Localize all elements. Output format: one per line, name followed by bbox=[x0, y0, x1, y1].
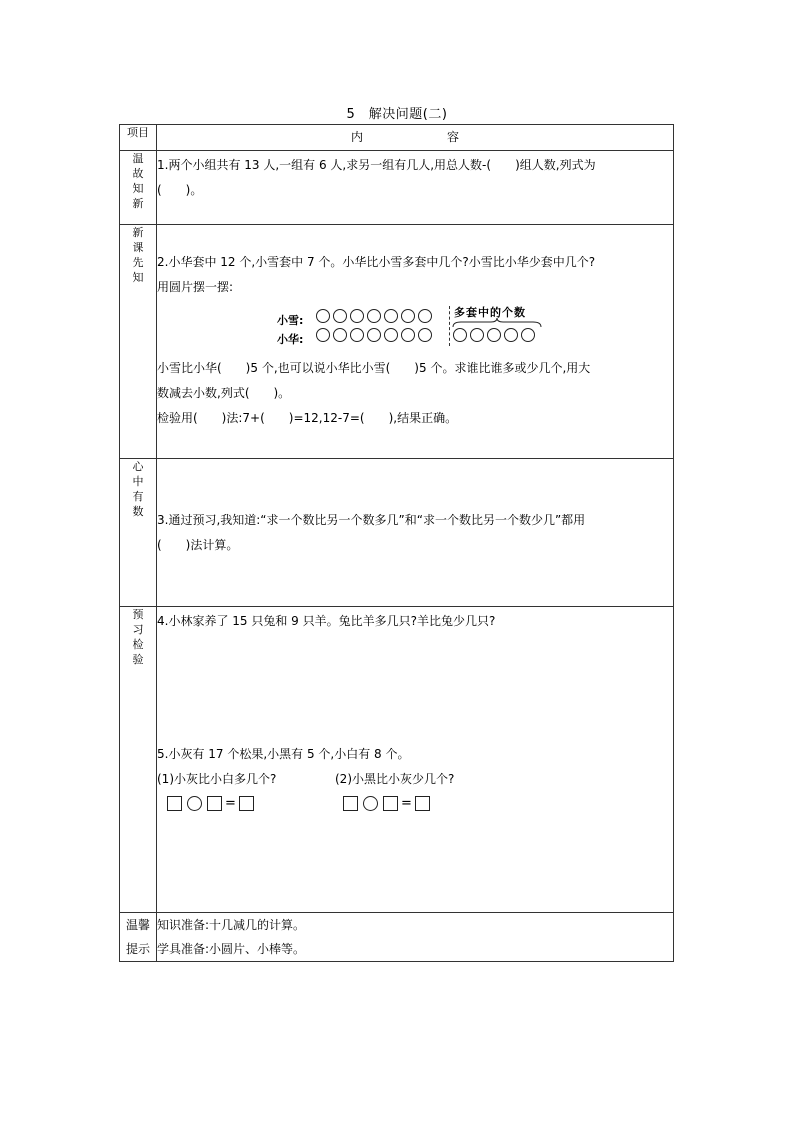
row1-circle bbox=[418, 309, 432, 323]
q1-line2: ( )。 bbox=[157, 183, 203, 197]
row-label-tips bbox=[120, 913, 157, 962]
row1-circle bbox=[350, 309, 364, 323]
row-label-new-lesson: 新课先知 bbox=[120, 225, 157, 459]
row2-circle bbox=[350, 328, 364, 342]
q5-sub2: (2)小黑比小灰少几个? bbox=[335, 772, 455, 786]
row1-circle bbox=[384, 309, 398, 323]
equals-sign: = bbox=[401, 796, 412, 811]
q2-line2: 用圆片摆一摆: bbox=[157, 280, 234, 294]
question-3 bbox=[157, 459, 674, 607]
diagram-row2-label: 小华: bbox=[277, 333, 304, 346]
row2-circle bbox=[367, 328, 381, 342]
q2-line4: 数减去小数,列式( )。 bbox=[157, 386, 291, 400]
q4-line1: 4.小林家养了 15 只兔和 9 只羊。兔比羊多几只?羊比兔少几只? bbox=[157, 614, 496, 628]
q2-line5: 检验用( )法:7+( )=12,12-7=( ),结果正确。 bbox=[157, 411, 458, 425]
answer-box[interactable] bbox=[415, 796, 430, 811]
q3-line1: 3.通过预习,我知道:“求一个数比另一个数多几”和“求一个数比另一个数少几”都用 bbox=[157, 512, 586, 527]
question-4-5 bbox=[157, 607, 674, 913]
row2-circle bbox=[504, 328, 518, 342]
row2-circle bbox=[418, 328, 432, 342]
tips-label-bottom: 提示 bbox=[125, 942, 150, 956]
row1-circle bbox=[333, 309, 347, 323]
answer-box[interactable] bbox=[343, 796, 358, 811]
page-title: 5 解决问题(二) bbox=[346, 107, 448, 122]
tips-label-top: 温馨 bbox=[125, 918, 150, 932]
answer-box[interactable] bbox=[383, 796, 398, 811]
row-label-preview-check: 预习检验 bbox=[120, 607, 157, 913]
q4-answer-space bbox=[157, 634, 673, 742]
q5-subquestions bbox=[157, 767, 673, 793]
equals-sign: = bbox=[225, 796, 236, 811]
row2-circle bbox=[333, 328, 347, 342]
answer-box[interactable] bbox=[239, 796, 254, 811]
q1-line1: 1.两个小组共有 13 人,一组有 6 人,求另一组有几人,用总人数-( )组人数,列式为 bbox=[157, 158, 596, 172]
row-label-understanding: 心中有数 bbox=[120, 459, 157, 607]
q2-line3: 小雪比小华( )5 个,也可以说小华比小雪( )5 个。求谁比谁多或少几个,用大 bbox=[157, 361, 591, 375]
header-item-label: 项目 bbox=[120, 125, 157, 151]
dashed-separator bbox=[449, 306, 450, 346]
header-content-label: 内 容 bbox=[157, 125, 674, 151]
row2-circle bbox=[316, 328, 330, 342]
row2-circle bbox=[487, 328, 501, 342]
question-1 bbox=[157, 151, 674, 225]
q5-equation-templates bbox=[157, 793, 673, 819]
q3-line2: ( )法计算。 bbox=[157, 537, 239, 552]
brace-label: 多套中的个数 bbox=[454, 306, 526, 319]
q5-line1: 5.小灰有 17 个松果,小黑有 5 个,小白有 8 个。 bbox=[157, 747, 410, 761]
row1-circle bbox=[316, 309, 330, 323]
worksheet-table bbox=[119, 124, 674, 962]
row2-circle bbox=[401, 328, 415, 342]
row2-circle bbox=[521, 328, 535, 342]
operator-circle[interactable] bbox=[363, 796, 378, 811]
tips-content bbox=[157, 913, 674, 962]
row2-circle bbox=[470, 328, 484, 342]
q5-sub1: (1)小灰比小白多几个? bbox=[157, 772, 277, 786]
counter-diagram bbox=[157, 306, 673, 352]
row1-circle bbox=[401, 309, 415, 323]
row-label-review: 温故知新 bbox=[120, 151, 157, 225]
answer-box[interactable] bbox=[167, 796, 182, 811]
q2-line1: 2.小华套中 12 个,小雪套中 7 个。小华比小雪多套中几个?小雪比小华少套中几个? bbox=[157, 255, 596, 269]
row2-circle bbox=[384, 328, 398, 342]
operator-circle[interactable] bbox=[187, 796, 202, 811]
row2-circle bbox=[453, 328, 467, 342]
question-2 bbox=[157, 225, 674, 459]
tips-line1: 知识准备:十几减几的计算。 bbox=[157, 918, 306, 932]
brace-icon bbox=[451, 318, 543, 328]
answer-box[interactable] bbox=[207, 796, 222, 811]
row1-circle bbox=[367, 309, 381, 323]
tips-line2: 学具准备:小圆片、小棒等。 bbox=[157, 942, 306, 956]
diagram-row1-label: 小雪: bbox=[277, 314, 304, 327]
